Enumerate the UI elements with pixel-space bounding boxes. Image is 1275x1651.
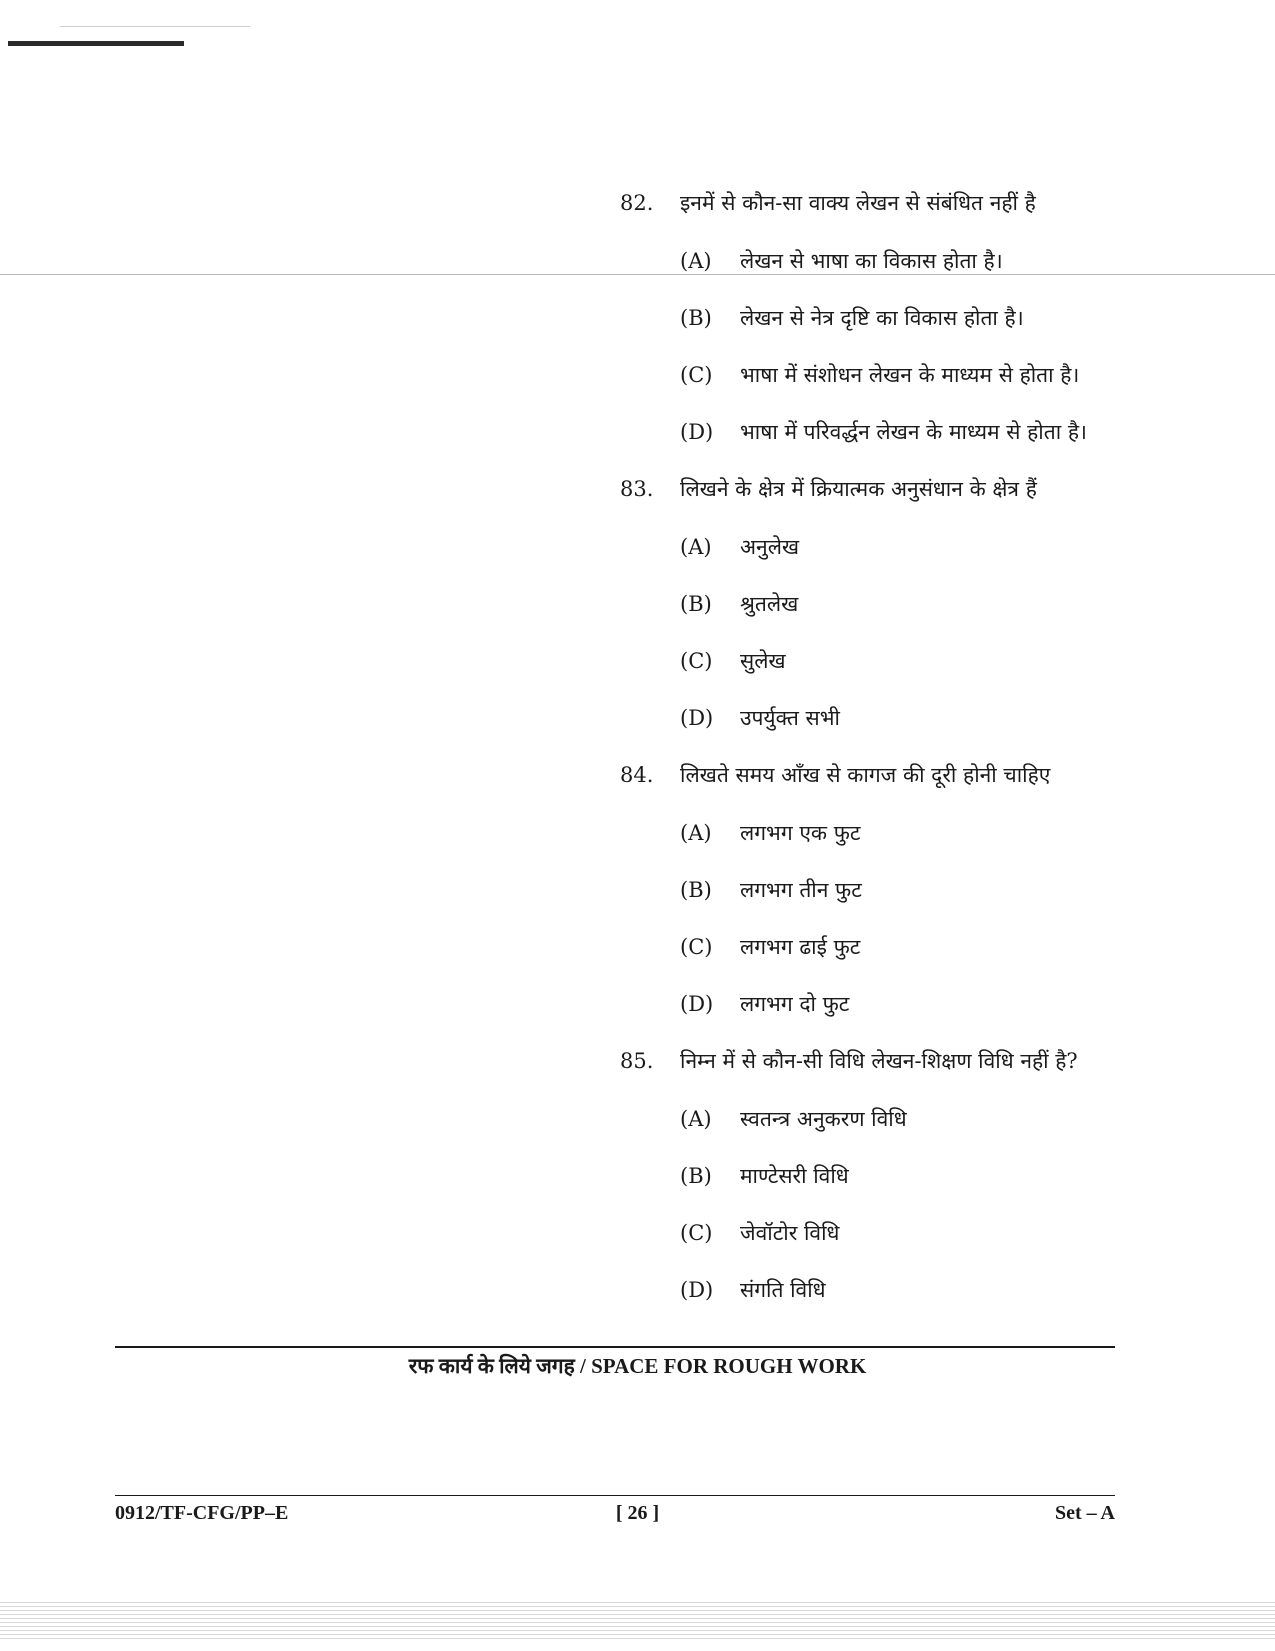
scan-edge-bands [0,1602,1275,1642]
option-d [620,701,1240,758]
option-c [620,358,1240,415]
header-rule [8,41,184,46]
option-text: सुलेख [740,649,786,673]
option-b [620,301,1240,358]
option-letter: (A) [680,1107,712,1131]
option-letter: (B) [680,306,712,330]
page-number: [ 26 ] [615,1502,660,1524]
option-text: श्रुतलेख [740,592,799,616]
footer-rule [115,1495,1115,1496]
option-c [620,644,1240,701]
option-letter: (B) [680,1164,712,1188]
option-text: संगति विधि [740,1278,826,1302]
option-a [620,1102,1240,1159]
option-text: स्वतन्त्र अनुकरण विधि [740,1107,907,1131]
option-letter: (A) [680,249,712,273]
option-text: लगभग ढाई फुट [740,935,861,959]
option-letter: (B) [680,878,712,902]
option-text: लगभग तीन फुट [740,878,862,902]
option-letter: (C) [680,363,713,387]
option-text: जेवॉटोर विधि [740,1221,840,1245]
question-85 [620,1044,1240,1330]
option-letter: (A) [680,821,712,845]
option-a [620,816,1240,873]
option-letter: (A) [680,535,712,559]
option-a [620,530,1240,587]
option-d [620,1273,1240,1330]
question-text: इनमें से कौन-सा वाक्य लेखन से संबंधित नहीं है [680,191,1036,215]
option-a [620,244,1240,301]
option-text: लेखन से भाषा का विकास होता है। [740,249,1003,273]
paper-code: 0912/TF-CFG/PP–E [115,1502,289,1524]
option-text: अनुलेख [740,535,800,559]
option-d [620,415,1240,472]
question-84 [620,758,1240,1044]
question-number: 82. [620,191,654,215]
rough-work-rule [115,1346,1115,1348]
question-83 [620,472,1240,758]
question-text: लिखते समय आँख से कागज की दूरी होनी चाहिए [680,763,1051,787]
question-number: 85. [620,1049,654,1073]
option-letter: (C) [680,649,713,673]
option-letter: (B) [680,592,712,616]
option-d [620,987,1240,1044]
option-text: लगभग एक फुट [740,821,861,845]
scan-artifact-line [60,26,250,27]
option-letter: (D) [680,1278,714,1302]
question-list [620,186,1240,1330]
option-letter: (C) [680,1221,713,1245]
option-text: उपर्युक्त सभी [740,706,840,730]
option-letter: (D) [680,420,714,444]
set-label: Set – A [1055,1502,1115,1524]
option-b [620,873,1240,930]
question-text: लिखने के क्षेत्र में क्रियात्मक अनुसंधान के क्षेत्र हैं [680,477,1037,501]
rough-work-label: रफ कार्य के लिये जगह / SPACE FOR ROUGH WORK [408,1354,867,1378]
option-text: लगभग दो फुट [740,992,850,1016]
option-c [620,1216,1240,1273]
option-b [620,1159,1240,1216]
option-text: लेखन से नेत्र दृष्टि का विकास होता है। [740,306,1024,330]
option-letter: (D) [680,992,714,1016]
option-letter: (D) [680,706,714,730]
option-text: माण्टेसरी विधि [740,1164,849,1188]
question-82 [620,186,1240,472]
option-c [620,930,1240,987]
option-text: भाषा में संशोधन लेखन के माध्यम से होता है। [740,363,1080,387]
option-b [620,587,1240,644]
question-text: निम्न में से कौन-सी विधि लेखन-शिक्षण विधि नहीं है? [680,1049,1078,1073]
question-number: 84. [620,763,654,787]
question-number: 83. [620,477,654,501]
option-letter: (C) [680,935,713,959]
option-text: भाषा में परिवर्द्धन लेखन के माध्यम से होता है। [740,420,1087,444]
